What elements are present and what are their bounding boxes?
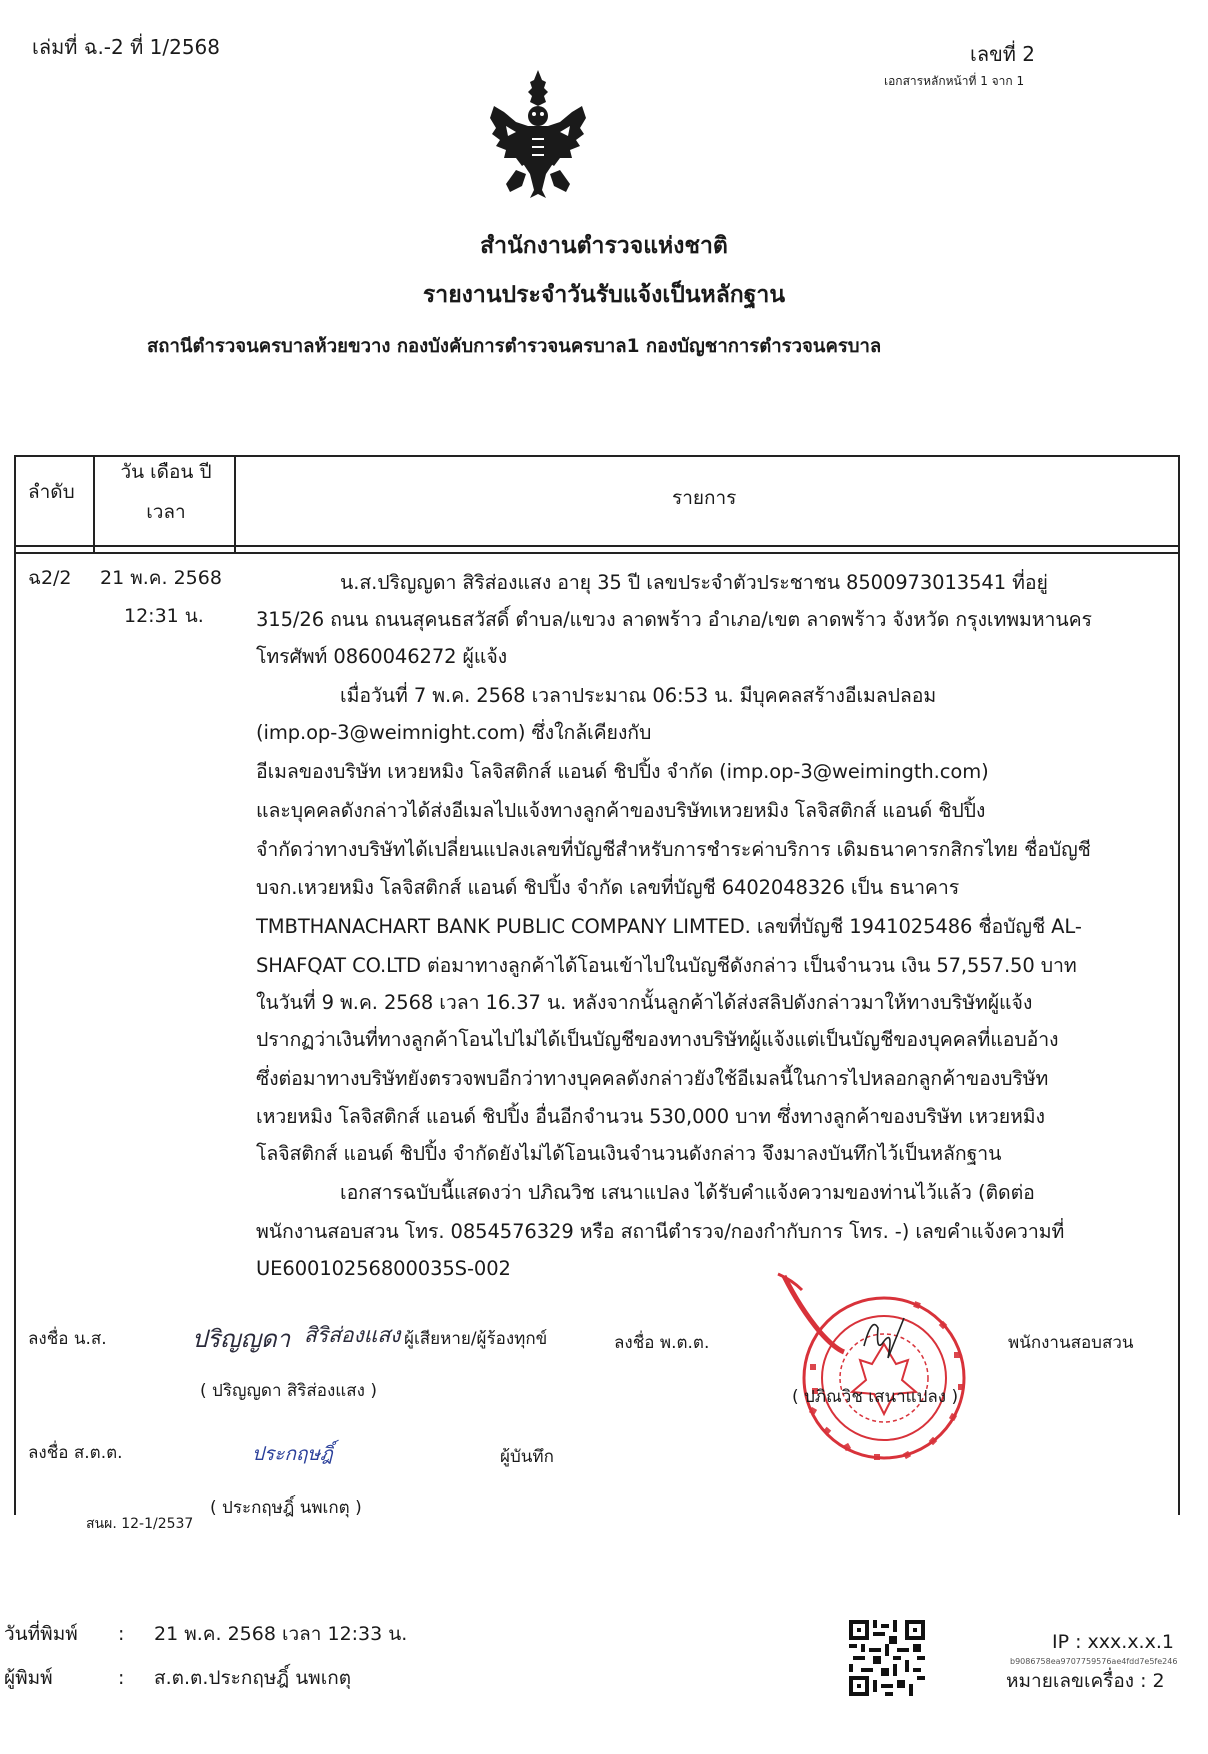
victim-handwritten-signature: ปริญญดา — [192, 1325, 291, 1353]
signature-label-investigator: ลงชื่อ พ.ต.ต. — [614, 1333, 710, 1353]
ip-address: IP : xxx.x.x.1 — [1052, 1631, 1174, 1653]
entry-number: ฉ2/2 — [28, 567, 72, 589]
printer-colon: : — [118, 1667, 125, 1689]
entry-date: 21 พ.ค. 2568 — [100, 567, 222, 589]
signature-label-recorder: ลงชื่อ ส.ต.ต. — [28, 1443, 123, 1463]
body-line: ปรากฏว่าเงินที่ทางลูกค้าโอนไปไม่ได้เป็นบัญชีของทางบริษัทผู้แจ้งแต่เป็นบัญชีของบุคคลที่แอบอ้าง — [256, 1028, 1059, 1051]
investigator-name: ( ปภิณวิช เสนาแปลง ) — [792, 1387, 959, 1407]
signature-label-victim: ลงชื่อ น.ส. — [28, 1329, 107, 1349]
entry-time: 12:31 น. — [124, 605, 204, 627]
body-line: น.ส.ปริญญดา สิริส่องแสง อายุ 35 ปี เลขประจำตัวประชาชน 8500973013541 ที่อยู่ — [340, 571, 1048, 594]
body-line: และบุคคลดังกล่าวได้ส่งอีเมลไปแจ้งทางลูกค้าของบริษัทเหวยหมิง โลจิสติกส์ แอนด์ ชิปปิ้ง — [256, 799, 986, 822]
recorder-role: ผู้บันทึก — [500, 1447, 554, 1467]
body-line: เอกสารฉบับนี้แสดงว่า ปภิณวิช เสนาแปลง ได้รับคำแจ้งความของท่านไว้แล้ว (ติดต่อ — [340, 1181, 1035, 1204]
station-name: สถานีตำรวจนครบาลห้วยขวาง กองบังคับการตำรวจนครบาล1 กองบัญชาการตำรวจนครบาล — [147, 336, 882, 357]
form-code: สนผ. 12-1/2537 — [86, 1516, 194, 1532]
column-header-items: รายการ — [672, 487, 737, 509]
body-line: ในวันที่ 9 พ.ค. 2568 เวลา 16.37 น. หลังจากนั้นลูกค้าได้ส่งสลิปดังกล่าวมาให้ทางบริษัทผู้แจ้ง — [256, 991, 1033, 1014]
body-line: TMBTHANACHART BANK PUBLIC COMPANY LIMTED. เลขที่บัญชี 1941025486 ชื่อบัญชี AL- — [256, 915, 1082, 938]
print-date-colon: : — [118, 1623, 125, 1645]
body-line: โลจิสติกส์ แอนด์ ชิปปิ้ง จำกัดยังไม่ได้โอนเงินจำนวนดังกล่าว จึงมาลงบันทึกไว้เป็นหลักฐาน — [256, 1142, 1002, 1165]
document-hash: b9086758ea9707759576ae4fdd7e5fe246 — [1010, 1657, 1178, 1666]
body-line: บจก.เหวยหมิง โลจิสติกส์ แอนด์ ชิปปิ้ง จำกัด เลขที่บัญชี 6402048326 เป็น ธนาคาร — [256, 876, 960, 899]
body-line: เหวยหมิง โลจิสติกส์ แอนด์ ชิปปิ้ง อื่นอีกจำนวน 530,000 บาท ซึ่งทางลูกค้าของบริษัท เหวยหมิง — [256, 1105, 1045, 1128]
investigator-role: พนักงานสอบสวน — [1008, 1333, 1134, 1353]
recorder-handwritten-signature: ประกฤษฎิ์ — [252, 1443, 333, 1465]
print-date-value: 21 พ.ค. 2568 เวลา 12:33 น. — [154, 1623, 408, 1645]
body-line: SHAFQAT CO.LTD ต่อมาทางลูกค้าได้โอนเข้าไปในบัญชีดังกล่าว เป็นจำนวน เงิน 57,557.50 บาท — [256, 954, 1077, 977]
body-line: อีเมลของบริษัท เหวยหมิง โลจิสติกส์ แอนด์ ชิปปิ้ง จำกัด (imp.op-3@weimingth.com) — [256, 760, 989, 783]
body-line: เมื่อวันที่ 7 พ.ค. 2568 เวลาประมาณ 06:53 น. มีบุคคลสร้างอีเมลปลอม — [340, 684, 937, 707]
column-header-time: เวลา — [146, 501, 186, 523]
book-number: เล่มที่ ฉ.-2 ที่ 1/2568 — [32, 35, 220, 59]
body-line: พนักงานสอบสวน โทร. 0854576329 หรือ สถานีตำรวจ/กองกำกับการ โทร. -) เลขคำแจ้งความที่ — [256, 1220, 1065, 1243]
column-header-number: ลำดับ — [28, 481, 75, 503]
recorder-name: ( ประกฤษฎิ์ นพเกตุ ) — [210, 1498, 362, 1518]
report-title: รายงานประจำวันรับแจ้งเป็นหลักฐาน — [422, 282, 786, 308]
body-line: UE60010256800035S-002 — [256, 1257, 511, 1280]
machine-number: หมายเลขเครื่อง : 2 — [1006, 1670, 1165, 1692]
qr-code-icon — [849, 1620, 925, 1696]
column-header-date: วัน เดือน ปี — [120, 461, 212, 483]
official-seal-icon — [764, 1268, 978, 1470]
printer-value: ส.ต.ต.ประกฤษฎิ์ นพเกตุ — [154, 1667, 352, 1689]
garuda-emblem-icon — [486, 66, 590, 202]
victim-handwritten-signature: สิริส่องแสง — [304, 1323, 401, 1347]
body-line: จำกัดว่าทางบริษัทได้เปลี่ยนแปลงเลขที่บัญชีสำหรับการชำระค่าบริการ เดิมธนาคารกสิกรไทย ชื่อบัญชี — [256, 838, 1091, 861]
body-line: โทรศัพท์ 0860046272 ผู้แจ้ง — [256, 645, 508, 668]
organization-name: สำนักงานตำรวจแห่งชาติ — [480, 233, 728, 259]
page-info: เอกสารหลักหน้าที่ 1 จาก 1 — [884, 74, 1025, 88]
body-line: (imp.op-3@weimnight.com) ซึ่งใกล้เคียงกับ — [256, 721, 652, 744]
body-line: ซึ่งต่อมาทางบริษัทยังตรวจพบอีกว่าทางบุคคลดังกล่าวยังใช้อีเมลนี้ในการไปหลอกลูกค้าของบริษัท — [256, 1067, 1049, 1090]
printer-label: ผู้พิมพ์ — [4, 1667, 53, 1689]
body-line: 315/26 ถนน ถนนสุคนธสวัสดิ์ ตำบล/แขวง ลาดพร้าว อำเภอ/เขต ลาดพร้าว จังหวัด กรุงเทพมหานคร — [256, 608, 1092, 631]
victim-name: ( ปริญญดา สิริส่องแสง ) — [200, 1381, 377, 1401]
document-number: เลขที่ 2 — [970, 42, 1036, 66]
print-date-label: วันที่พิมพ์ — [4, 1623, 78, 1645]
victim-role: ผู้เสียหาย/ผู้ร้องทุกข์ — [404, 1329, 548, 1349]
